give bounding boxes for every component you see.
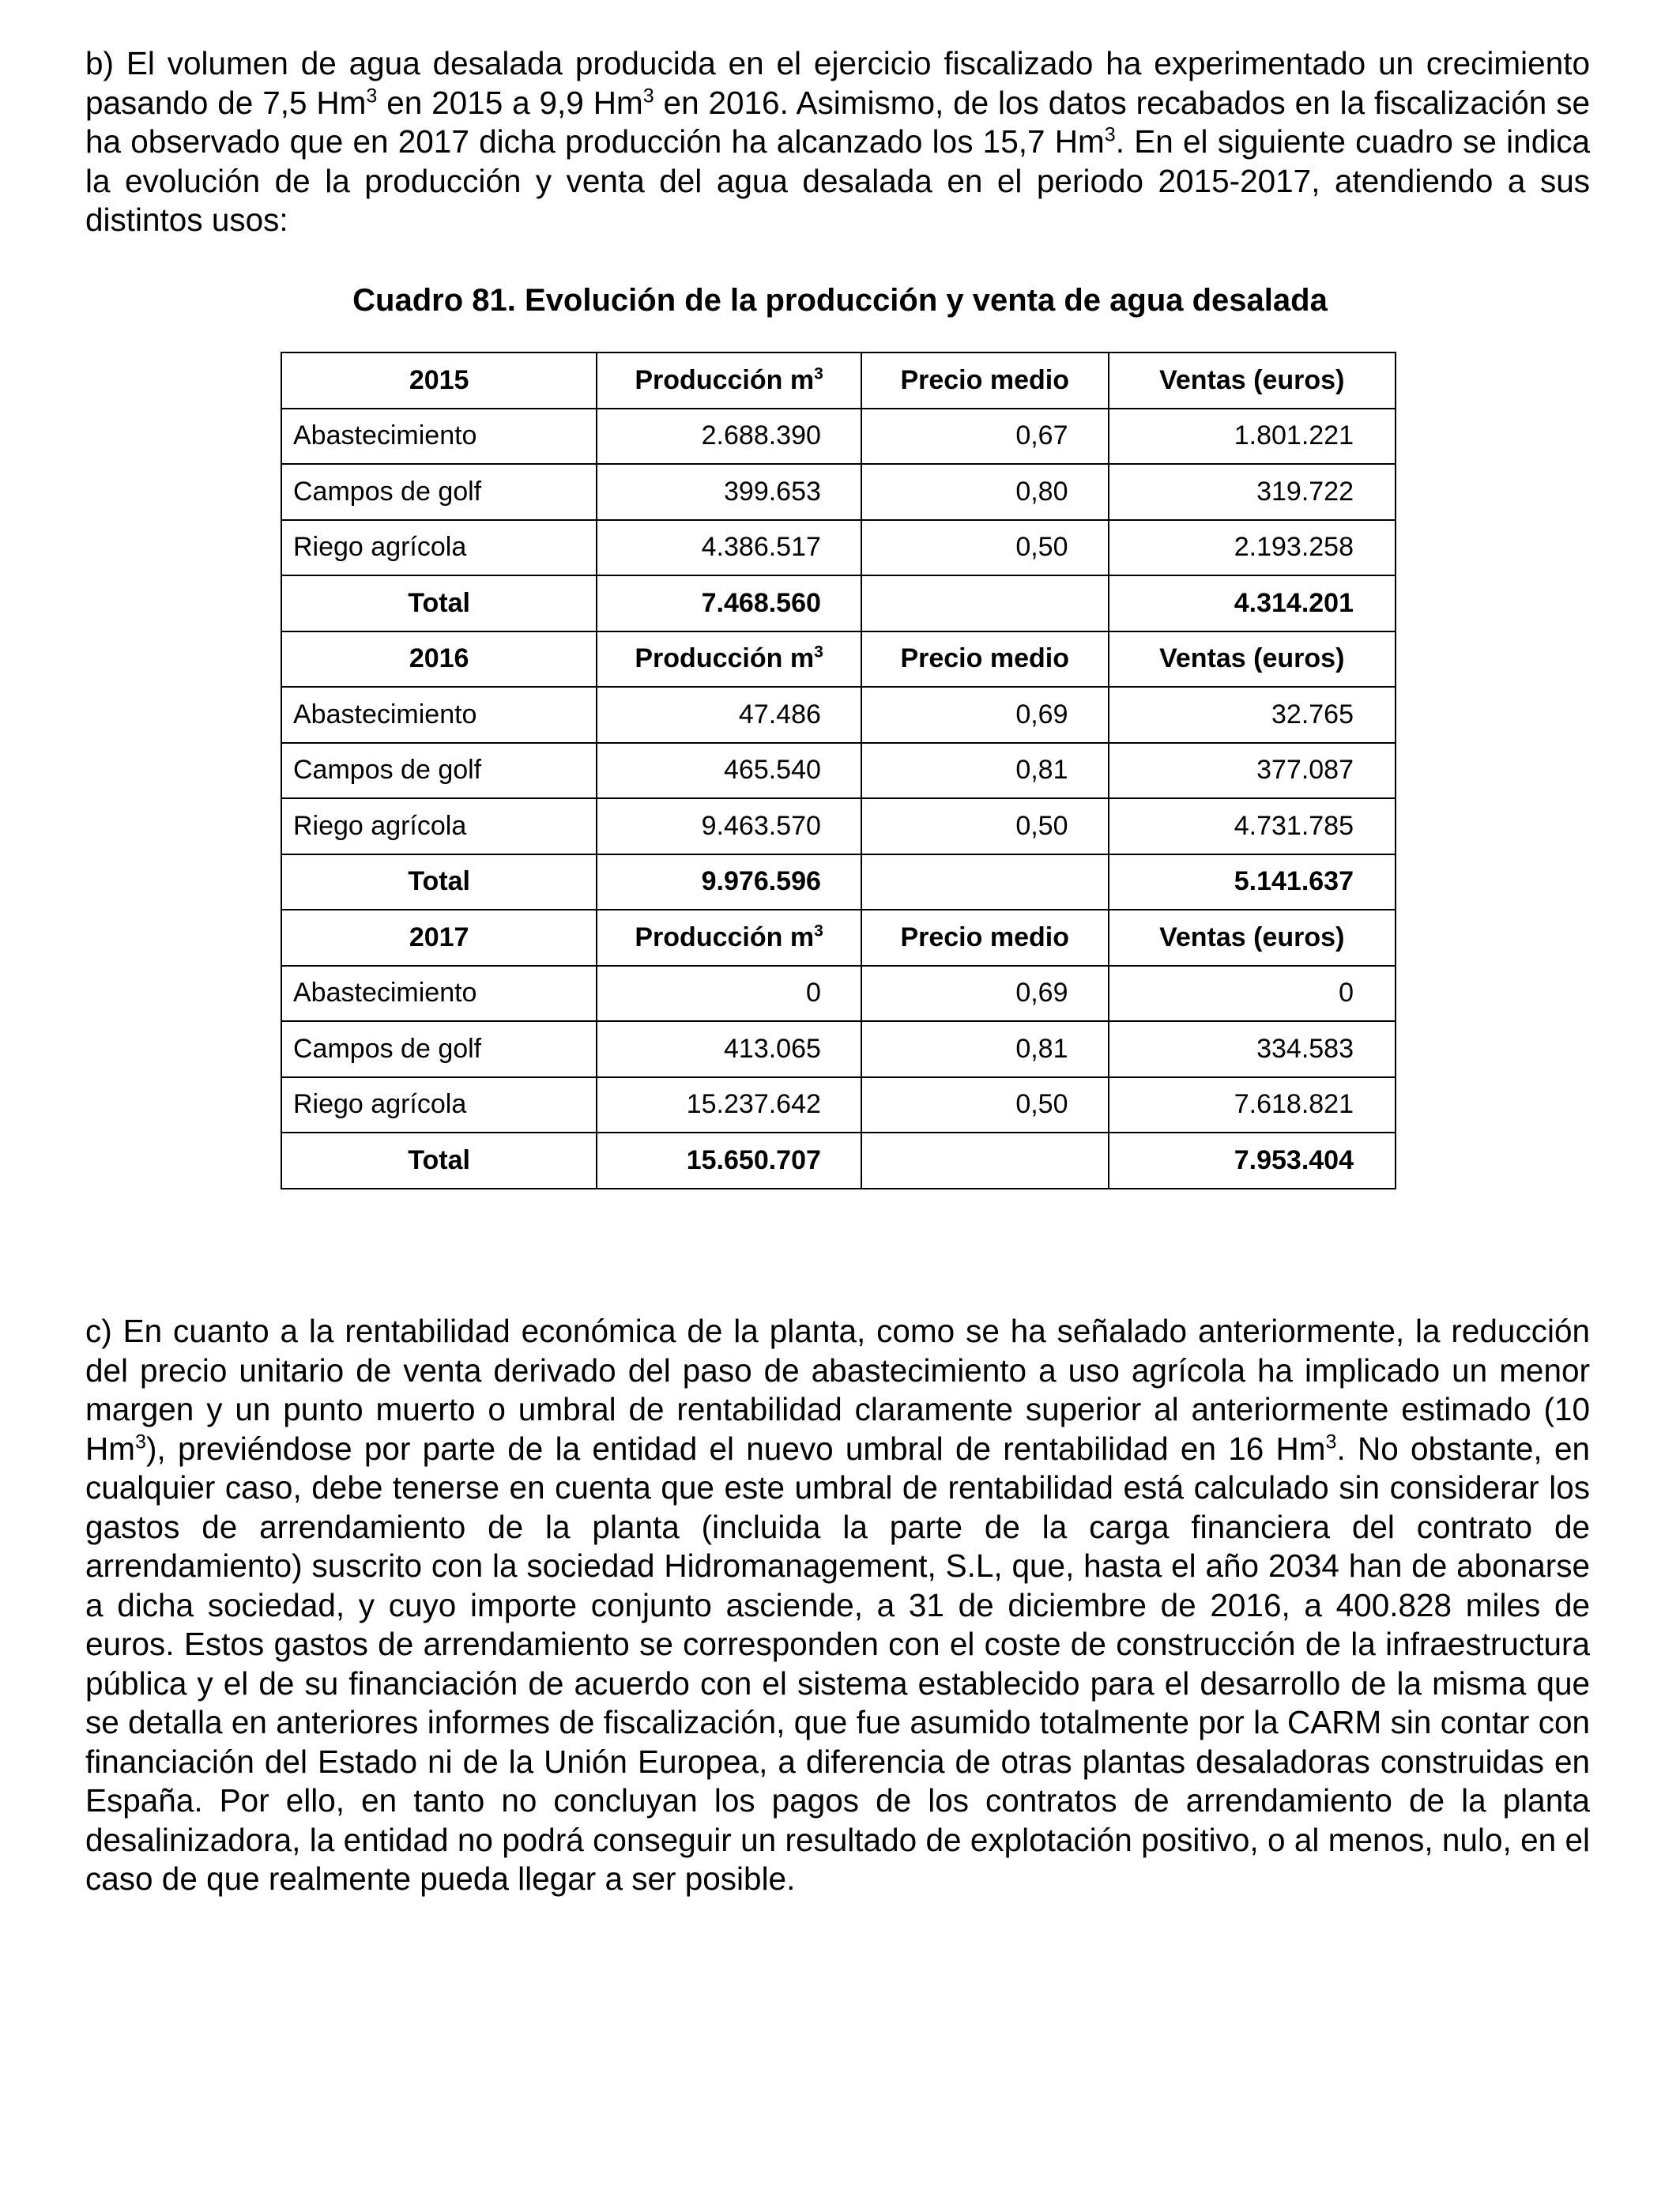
ventas-cell: 319.722 bbox=[1109, 464, 1396, 520]
produccion-cell: 399.653 bbox=[597, 464, 861, 520]
produccion-header-label: Producción m bbox=[635, 643, 815, 674]
precio-cell: 0,81 bbox=[861, 1021, 1109, 1077]
table-body bbox=[281, 352, 1396, 1189]
produccion-cell: 9.463.570 bbox=[597, 798, 861, 854]
year-header: 2015 bbox=[281, 352, 597, 409]
table-caption: Cuadro 81. Evolución de la producción y venta de agua desalada bbox=[352, 283, 1328, 318]
total-precio-cell bbox=[861, 575, 1109, 631]
row-label: Riego agrícola bbox=[281, 1077, 597, 1133]
table-row bbox=[281, 464, 1396, 520]
row-label: Abastecimiento bbox=[281, 966, 597, 1022]
paragraph-c bbox=[85, 1312, 1590, 1899]
superscript: 3 bbox=[1104, 123, 1116, 146]
paragraph-b-text-4: . En el siguiente cuadro se indica la evolución de la producción y venta del agua desalada en el periodo 2015-2017, atendiendo a sus distintos usos: bbox=[85, 123, 1590, 238]
year-header-row bbox=[281, 910, 1396, 966]
paragraph-c-text-2: ), previéndose por parte de la entidad el nuevo umbral de rentabilidad en 16 Hm bbox=[145, 1430, 1326, 1467]
total-label: Total bbox=[281, 1133, 597, 1189]
paragraph-b bbox=[85, 44, 1590, 240]
ventas-cell: 377.087 bbox=[1109, 743, 1396, 799]
precio-cell: 0,80 bbox=[861, 464, 1109, 520]
ventas-cell: 2.193.258 bbox=[1109, 520, 1396, 576]
total-row bbox=[281, 1133, 1396, 1189]
produccion-cell: 47.486 bbox=[597, 687, 861, 743]
total-ventas-cell: 5.141.637 bbox=[1109, 854, 1396, 910]
paragraph-b-text-1: b) El volumen de agua desalada producida en el ejercicio fiscalizado ha experimentado un crecimiento pasando de 7,5 Hm bbox=[85, 45, 1590, 121]
total-produccion-cell: 9.976.596 bbox=[597, 854, 861, 910]
produccion-header bbox=[597, 631, 861, 688]
row-label: Abastecimiento bbox=[281, 687, 597, 743]
row-label: Abastecimiento bbox=[281, 409, 597, 465]
production-sales-table bbox=[281, 352, 1396, 1189]
total-precio-cell bbox=[861, 854, 1109, 910]
paragraph-b-text-2: en 2015 a 9,9 Hm bbox=[377, 84, 643, 121]
total-precio-cell bbox=[861, 1133, 1109, 1189]
row-label: Campos de golf bbox=[281, 1021, 597, 1077]
table-row bbox=[281, 1077, 1396, 1133]
precio-cell: 0,67 bbox=[861, 409, 1109, 465]
total-produccion-cell: 15.650.707 bbox=[597, 1133, 861, 1189]
precio-cell: 0,69 bbox=[861, 966, 1109, 1022]
superscript: 3 bbox=[814, 643, 823, 662]
produccion-cell: 413.065 bbox=[597, 1021, 861, 1077]
ventas-cell: 4.731.785 bbox=[1109, 798, 1396, 854]
produccion-cell: 2.688.390 bbox=[597, 409, 861, 465]
total-ventas-cell: 4.314.201 bbox=[1109, 575, 1396, 631]
superscript: 3 bbox=[366, 85, 378, 107]
row-label: Campos de golf bbox=[281, 464, 597, 520]
produccion-cell: 15.237.642 bbox=[597, 1077, 861, 1133]
produccion-header-label: Producción m bbox=[635, 364, 815, 395]
year-header: 2016 bbox=[281, 631, 597, 688]
superscript: 3 bbox=[814, 364, 823, 383]
produccion-header-label: Producción m bbox=[635, 922, 815, 952]
produccion-cell: 4.386.517 bbox=[597, 520, 861, 576]
ventas-cell: 32.765 bbox=[1109, 687, 1396, 743]
table-row bbox=[281, 409, 1396, 465]
year-header: 2017 bbox=[281, 910, 597, 966]
precio-cell: 0,50 bbox=[861, 520, 1109, 576]
table-row bbox=[281, 520, 1396, 576]
ventas-header: Ventas (euros) bbox=[1109, 631, 1396, 688]
precio-cell: 0,69 bbox=[861, 687, 1109, 743]
superscript: 3 bbox=[814, 922, 823, 941]
superscript: 3 bbox=[642, 85, 654, 107]
ventas-header: Ventas (euros) bbox=[1109, 352, 1396, 409]
paragraph-c-text-3: . No obstante, en cualquier caso, debe tenerse en cuenta que este umbral de rentabilidad está calculado sin considerar los gastos de arrendamiento de la planta (incluida la parte de la carga financiera del contrato de arrendamiento) suscrito con la sociedad Hidromanagement, S.L, que, hasta el año 2034 han de abonarse a dicha sociedad, y cuyo importe conjunto asciende, a 31 de diciembre de 2016, a 400.828 miles de euros. Estos gastos de arrendamiento se corresponden con el coste de construcción de la infraestructura pública y el de su financiación de acuerdo con el sistema establecido para el desarrollo de la misma que se detalla en anteriores informes de fiscalización, que fue asumido totalmente por la CARM sin contar con financiación del Estado ni de la Unión Europea, a diferencia de otras plantas desaladoras construidas en España. Por ello, en tanto no concluyan los pagos de los contratos de arrendamiento de la planta desalinizadora, la entidad no podrá conseguir un resultado de explotación positivo, o al menos, nulo, en el caso de que realmente pueda llegar a ser posible. bbox=[85, 1430, 1590, 1897]
total-label: Total bbox=[281, 575, 597, 631]
ventas-cell: 334.583 bbox=[1109, 1021, 1396, 1077]
row-label: Riego agrícola bbox=[281, 520, 597, 576]
table-row bbox=[281, 798, 1396, 854]
superscript: 3 bbox=[1325, 1431, 1337, 1453]
row-label: Riego agrícola bbox=[281, 798, 597, 854]
produccion-header bbox=[597, 910, 861, 966]
precio-cell: 0,50 bbox=[861, 1077, 1109, 1133]
table-row bbox=[281, 687, 1396, 743]
total-ventas-cell: 7.953.404 bbox=[1109, 1133, 1396, 1189]
produccion-cell: 0 bbox=[597, 966, 861, 1022]
precio-cell: 0,50 bbox=[861, 798, 1109, 854]
total-label: Total bbox=[281, 854, 597, 910]
table-row bbox=[281, 1021, 1396, 1077]
paragraph-b-text-3: en 2016. Asimismo, de los datos recabados en la fiscalización se ha observado que en 2017 dicha producción ha alcanzado los 15,7 Hm bbox=[85, 84, 1590, 160]
paragraph-c-text-1: c) En cuanto a la rentabilidad económica de la planta, como se ha señalado anteriormente, la reducción del precio unitario de venta derivado del paso de abastecimiento a uso agrícola ha implicado un menor margen y un punto muerto o umbral de rentabilidad claramente superior al anteriormente estimado (10 Hm bbox=[85, 1313, 1590, 1467]
produccion-header bbox=[597, 352, 861, 409]
table-row bbox=[281, 966, 1396, 1022]
total-row bbox=[281, 575, 1396, 631]
ventas-header: Ventas (euros) bbox=[1109, 910, 1396, 966]
superscript: 3 bbox=[135, 1431, 146, 1453]
ventas-cell: 1.801.221 bbox=[1109, 409, 1396, 465]
year-header-row bbox=[281, 352, 1396, 409]
precio-header: Precio medio bbox=[861, 631, 1109, 688]
precio-cell: 0,81 bbox=[861, 743, 1109, 799]
precio-header: Precio medio bbox=[861, 910, 1109, 966]
total-produccion-cell: 7.468.560 bbox=[597, 575, 861, 631]
ventas-cell: 7.618.821 bbox=[1109, 1077, 1396, 1133]
total-row bbox=[281, 854, 1396, 910]
row-label: Campos de golf bbox=[281, 743, 597, 799]
produccion-cell: 465.540 bbox=[597, 743, 861, 799]
year-header-row bbox=[281, 631, 1396, 688]
precio-header: Precio medio bbox=[861, 352, 1109, 409]
ventas-cell: 0 bbox=[1109, 966, 1396, 1022]
table-row bbox=[281, 743, 1396, 799]
